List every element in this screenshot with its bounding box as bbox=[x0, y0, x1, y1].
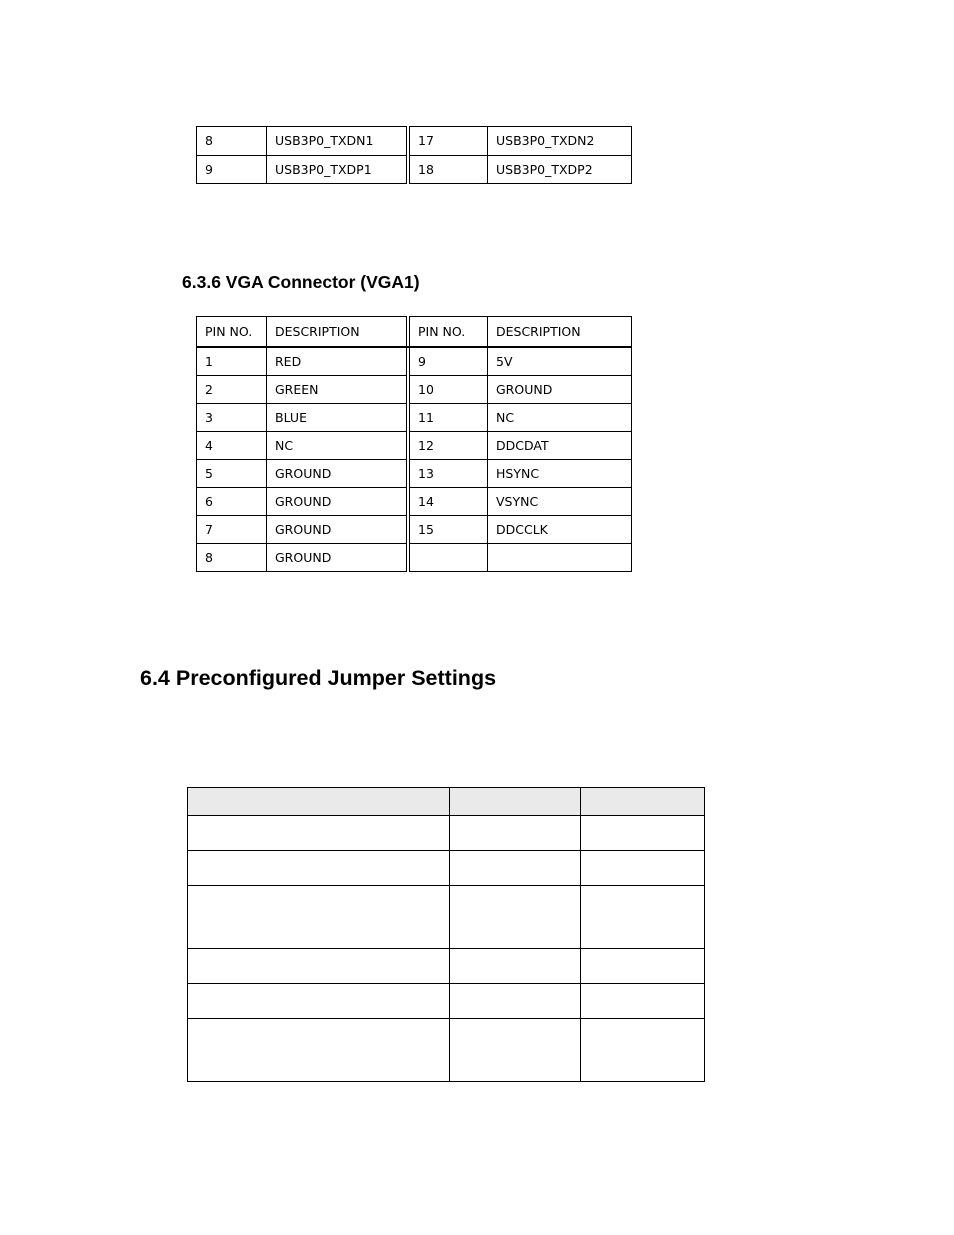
table-cell bbox=[188, 851, 450, 886]
table-header-row bbox=[197, 317, 632, 348]
table-cell bbox=[450, 984, 581, 1019]
table-cell bbox=[581, 788, 705, 816]
description-cell: NC bbox=[488, 404, 632, 432]
description-cell: BLUE bbox=[267, 404, 407, 432]
table-cell bbox=[188, 816, 450, 851]
table-row bbox=[188, 984, 705, 1019]
description-cell: GROUND bbox=[267, 544, 407, 572]
table-cell bbox=[188, 1019, 450, 1082]
table-cell bbox=[188, 788, 450, 816]
column-header-pin-no: PIN NO. bbox=[197, 317, 267, 348]
table-row bbox=[188, 1019, 705, 1082]
table-cell bbox=[581, 816, 705, 851]
description-cell: USB3P0_TXDP2 bbox=[488, 155, 632, 184]
description-cell: USB3P0_TXDP1 bbox=[267, 155, 407, 184]
pin-number-cell bbox=[410, 544, 488, 572]
pin-number-cell: 7 bbox=[197, 516, 267, 544]
description-cell: USB3P0_TXDN1 bbox=[267, 127, 407, 156]
table-row bbox=[197, 516, 632, 544]
description-cell: RED bbox=[267, 347, 407, 376]
pin-number-cell: 15 bbox=[410, 516, 488, 544]
table-cell bbox=[581, 1019, 705, 1082]
description-cell: HSYNC bbox=[488, 460, 632, 488]
description-cell: GROUND bbox=[267, 516, 407, 544]
table-row bbox=[197, 488, 632, 516]
pin-number-cell: 4 bbox=[197, 432, 267, 460]
column-header-description: DESCRIPTION bbox=[267, 317, 407, 348]
table-row bbox=[188, 816, 705, 851]
table-row bbox=[188, 886, 705, 949]
table-cell bbox=[581, 949, 705, 984]
description-cell: 5V bbox=[488, 347, 632, 376]
description-cell: GREEN bbox=[267, 376, 407, 404]
table-row bbox=[197, 127, 632, 156]
pin-number-cell: 1 bbox=[197, 347, 267, 376]
table-cell bbox=[581, 851, 705, 886]
table-cell bbox=[188, 886, 450, 949]
table-row bbox=[197, 404, 632, 432]
pin-number-cell: 13 bbox=[410, 460, 488, 488]
jumper-settings-table bbox=[187, 787, 705, 1082]
table-cell bbox=[450, 949, 581, 984]
description-cell: GROUND bbox=[488, 376, 632, 404]
pin-number-cell: 17 bbox=[410, 127, 488, 156]
table-cell bbox=[188, 984, 450, 1019]
description-cell: NC bbox=[267, 432, 407, 460]
pin-number-cell: 9 bbox=[410, 347, 488, 376]
usb-pin-table bbox=[196, 126, 632, 184]
table-row bbox=[197, 347, 632, 376]
pin-number-cell: 8 bbox=[197, 544, 267, 572]
vga-pin-table bbox=[196, 316, 632, 572]
description-cell bbox=[488, 544, 632, 572]
column-header-pin-no: PIN NO. bbox=[410, 317, 488, 348]
pin-number-cell: 5 bbox=[197, 460, 267, 488]
pin-number-cell: 12 bbox=[410, 432, 488, 460]
table-cell bbox=[450, 851, 581, 886]
pin-number-cell: 9 bbox=[197, 155, 267, 184]
table-row bbox=[197, 432, 632, 460]
pin-number-cell: 11 bbox=[410, 404, 488, 432]
description-cell: DDCDAT bbox=[488, 432, 632, 460]
description-cell: GROUND bbox=[267, 460, 407, 488]
table-cell bbox=[450, 788, 581, 816]
vga-connector-heading: 6.3.6 VGA Connector (VGA1) bbox=[182, 272, 420, 292]
table-row bbox=[188, 949, 705, 984]
table-row bbox=[188, 851, 705, 886]
table-row bbox=[197, 460, 632, 488]
description-cell: DDCCLK bbox=[488, 516, 632, 544]
table-cell bbox=[188, 949, 450, 984]
description-cell: USB3P0_TXDN2 bbox=[488, 127, 632, 156]
pin-number-cell: 6 bbox=[197, 488, 267, 516]
pin-number-cell: 18 bbox=[410, 155, 488, 184]
table-cell bbox=[450, 816, 581, 851]
table-row bbox=[197, 376, 632, 404]
table-cell bbox=[581, 984, 705, 1019]
pin-number-cell: 2 bbox=[197, 376, 267, 404]
pin-number-cell: 10 bbox=[410, 376, 488, 404]
table-cell bbox=[581, 886, 705, 949]
jumper-settings-heading: 6.4 Preconfigured Jumper Settings bbox=[140, 666, 497, 690]
pin-number-cell: 14 bbox=[410, 488, 488, 516]
pin-number-cell: 8 bbox=[197, 127, 267, 156]
table-row bbox=[197, 544, 632, 572]
pin-number-cell: 3 bbox=[197, 404, 267, 432]
description-cell: GROUND bbox=[267, 488, 407, 516]
table-header-row bbox=[188, 788, 705, 816]
table-row bbox=[197, 155, 632, 184]
description-cell: VSYNC bbox=[488, 488, 632, 516]
table-cell bbox=[450, 886, 581, 949]
table-cell bbox=[450, 1019, 581, 1082]
column-header-description: DESCRIPTION bbox=[488, 317, 632, 348]
